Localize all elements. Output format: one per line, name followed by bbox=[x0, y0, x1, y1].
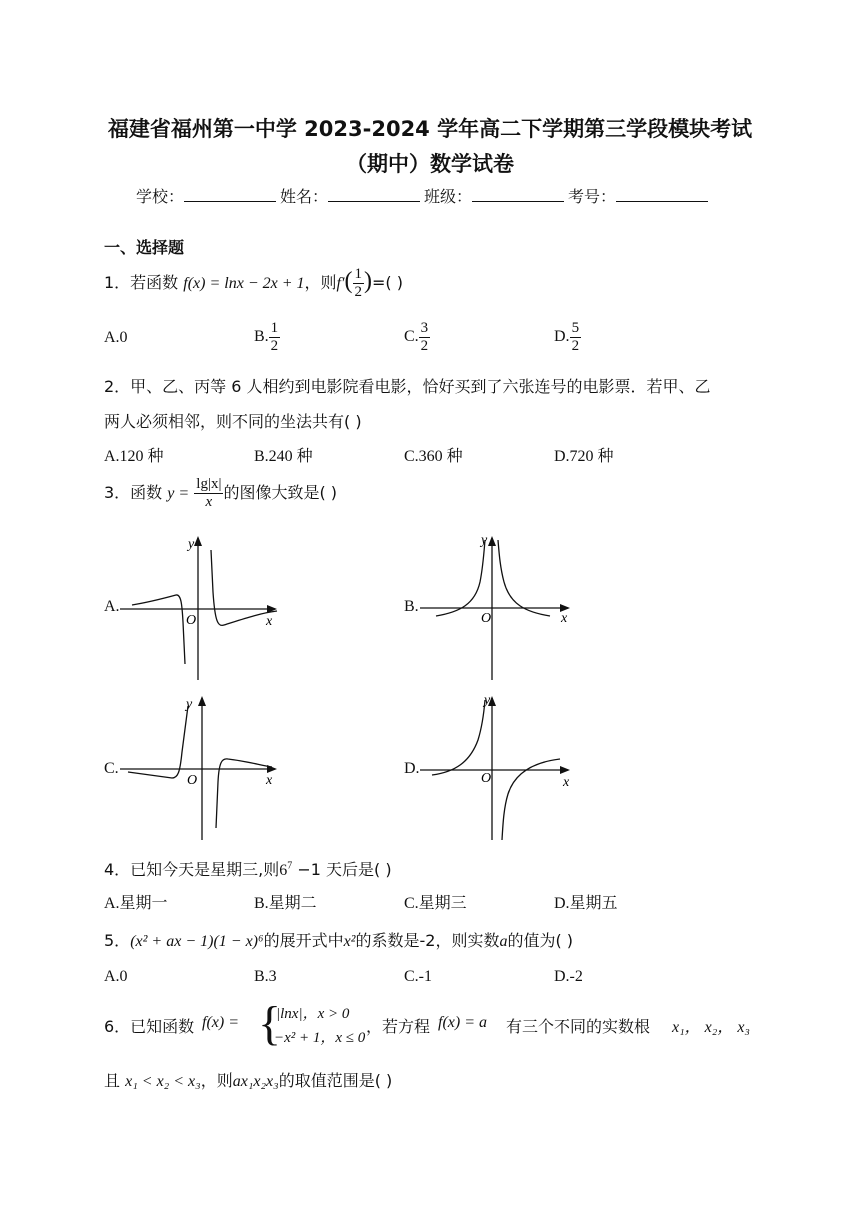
svg-text:O: O bbox=[186, 613, 197, 628]
svg-text:y: y bbox=[186, 697, 193, 712]
q4-base: 6 bbox=[279, 862, 288, 879]
q3-graph-b bbox=[420, 532, 590, 682]
svg-text:x: x bbox=[266, 614, 273, 629]
q6-line2-c: 的取值范围是( ) bbox=[278, 1071, 393, 1090]
q4-exponent: 7 bbox=[287, 860, 293, 872]
q2-option-d: D.720 种 bbox=[554, 448, 614, 465]
q6-line2-b: ，则 bbox=[200, 1071, 233, 1090]
class-blank bbox=[472, 187, 564, 202]
q2-line2: 两人必须相邻，则不同的坐法共有( ) bbox=[104, 412, 362, 431]
q3-option-a-label: A. bbox=[104, 598, 120, 615]
svg-text:x: x bbox=[563, 775, 570, 790]
q3-suffix: 的图像大致是( ) bbox=[223, 483, 338, 502]
q4-text-b: −1 天后是( ) bbox=[292, 860, 392, 879]
school-blank bbox=[184, 187, 276, 202]
q3-graph-a bbox=[120, 532, 290, 682]
q5-suffix: 的系数是-2，则实数 bbox=[355, 931, 500, 950]
svg-text:O: O bbox=[187, 773, 198, 788]
svg-text:O: O bbox=[481, 771, 492, 786]
q6-line2-a: 且 bbox=[104, 1071, 121, 1090]
q4-text-a: 4．已知今天是星期三,则 bbox=[104, 860, 280, 879]
q1-option-b: B. $\frac{1}{2}$ bbox=[254, 320, 279, 354]
q1-suffix: =( ) bbox=[372, 273, 403, 292]
q5-option-c: C.-1 bbox=[404, 968, 432, 985]
q5-expression: (x² + ax − 1)(1 − x)⁶ bbox=[130, 933, 264, 950]
q6-fx: f(x) = bbox=[202, 1014, 239, 1031]
q1-option-a: A.0 bbox=[104, 329, 128, 346]
q1-option-d: D. $\frac{5}{2}$ bbox=[554, 320, 580, 354]
q1-half: $\frac{1}{2}$ bbox=[354, 266, 362, 300]
question-4 bbox=[104, 857, 392, 880]
name-label: 姓名： bbox=[280, 187, 329, 206]
q6-case1: |lnx|，x > 0 bbox=[276, 1006, 350, 1022]
q2-option-a: A.120 种 bbox=[104, 448, 164, 465]
q2-option-c: C.360 种 bbox=[404, 448, 463, 465]
q4-option-a: A.星期一 bbox=[104, 895, 168, 912]
q4-option-d: D.星期五 bbox=[554, 895, 618, 912]
q1-prefix: 1．若函数 bbox=[104, 273, 179, 292]
question-3 bbox=[104, 476, 337, 511]
q2-line1: 2．甲、乙、丙等 6 人相约到电影院看电影，恰好买到了六张连号的电影票．若甲、乙 bbox=[104, 377, 711, 396]
q3-option-b-label: B. bbox=[404, 598, 419, 615]
q6-case2: −x² + 1，x ≤ 0 bbox=[274, 1030, 366, 1046]
svg-text:x: x bbox=[561, 611, 568, 626]
q5-option-a: A.0 bbox=[104, 968, 128, 985]
q5-term: x² bbox=[343, 933, 356, 950]
question-5 bbox=[104, 928, 573, 951]
q5-end: 的值为( ) bbox=[507, 931, 574, 950]
svg-text:x: x bbox=[266, 773, 273, 788]
svg-text:y: y bbox=[188, 537, 195, 552]
svg-text:y: y bbox=[484, 693, 491, 708]
q1-function: f(x) = lnx − 2x + 1 bbox=[183, 275, 305, 292]
q3-graph-c bbox=[120, 692, 290, 842]
q4-option-b: B.星期二 bbox=[254, 895, 317, 912]
class-label: 班级： bbox=[424, 187, 473, 206]
q5-option-b: B.3 bbox=[254, 968, 277, 985]
q3-option-c-label: C. bbox=[104, 760, 119, 777]
q5-a: a bbox=[499, 933, 508, 950]
q3-graph-d bbox=[420, 692, 590, 842]
exam-no-label: 考号： bbox=[568, 187, 617, 206]
q6-prefix: 6．已知函数 bbox=[104, 1017, 195, 1036]
q5-prefix: 5． bbox=[104, 931, 131, 950]
q3-fraction: $\frac{\lg|x|}{x}$ bbox=[196, 476, 222, 510]
q1-fprime: f′ bbox=[336, 275, 345, 292]
q6-equation: f(x) = a bbox=[438, 1014, 487, 1031]
svg-text:y: y bbox=[481, 533, 488, 548]
exam-title-line2: （期中）数学试卷 bbox=[346, 152, 514, 176]
q6-order: x₁ < x₂ < x₃ bbox=[125, 1073, 201, 1090]
q6-mid2: 有三个不同的实数根 bbox=[506, 1017, 651, 1036]
q6-mid: ，若方程 bbox=[366, 1017, 431, 1036]
exam-no-blank bbox=[616, 187, 708, 202]
school-label: 学校： bbox=[136, 187, 185, 206]
q3-option-d-label: D. bbox=[404, 760, 420, 777]
section-title: 一、选择题 bbox=[104, 238, 185, 257]
q6-brace: { bbox=[258, 997, 282, 1050]
q1-mid: ，则 bbox=[304, 273, 337, 292]
name-blank bbox=[328, 187, 420, 202]
svg-text:O: O bbox=[481, 611, 492, 626]
q6-product: ax₁x₂x₃ bbox=[232, 1073, 279, 1090]
question-6 bbox=[104, 997, 784, 1056]
q2-option-b: B.240 种 bbox=[254, 448, 313, 465]
q5-option-d: D.-2 bbox=[554, 968, 583, 985]
exam-title-line1: 福建省福州第一中学 2023-2024 学年高二下学期第三学段模块考试 bbox=[107, 117, 753, 141]
student-info-line bbox=[136, 184, 712, 207]
q1-option-c: C. $\frac{3}{2}$ bbox=[404, 320, 429, 354]
q6-line2 bbox=[104, 1068, 392, 1091]
q3-y: y = bbox=[167, 485, 190, 502]
q3-prefix: 3．函数 bbox=[104, 483, 163, 502]
q6-roots: x₁， x₂， x₃ bbox=[672, 1019, 750, 1036]
question-1: 1．若函数 f(x) = lnx − 2x + 1，则f′( $\frac{1}{2}$ )=( ) bbox=[104, 266, 403, 300]
q5-mid: 的展开式中 bbox=[263, 931, 344, 950]
q4-option-c: C.星期三 bbox=[404, 895, 467, 912]
